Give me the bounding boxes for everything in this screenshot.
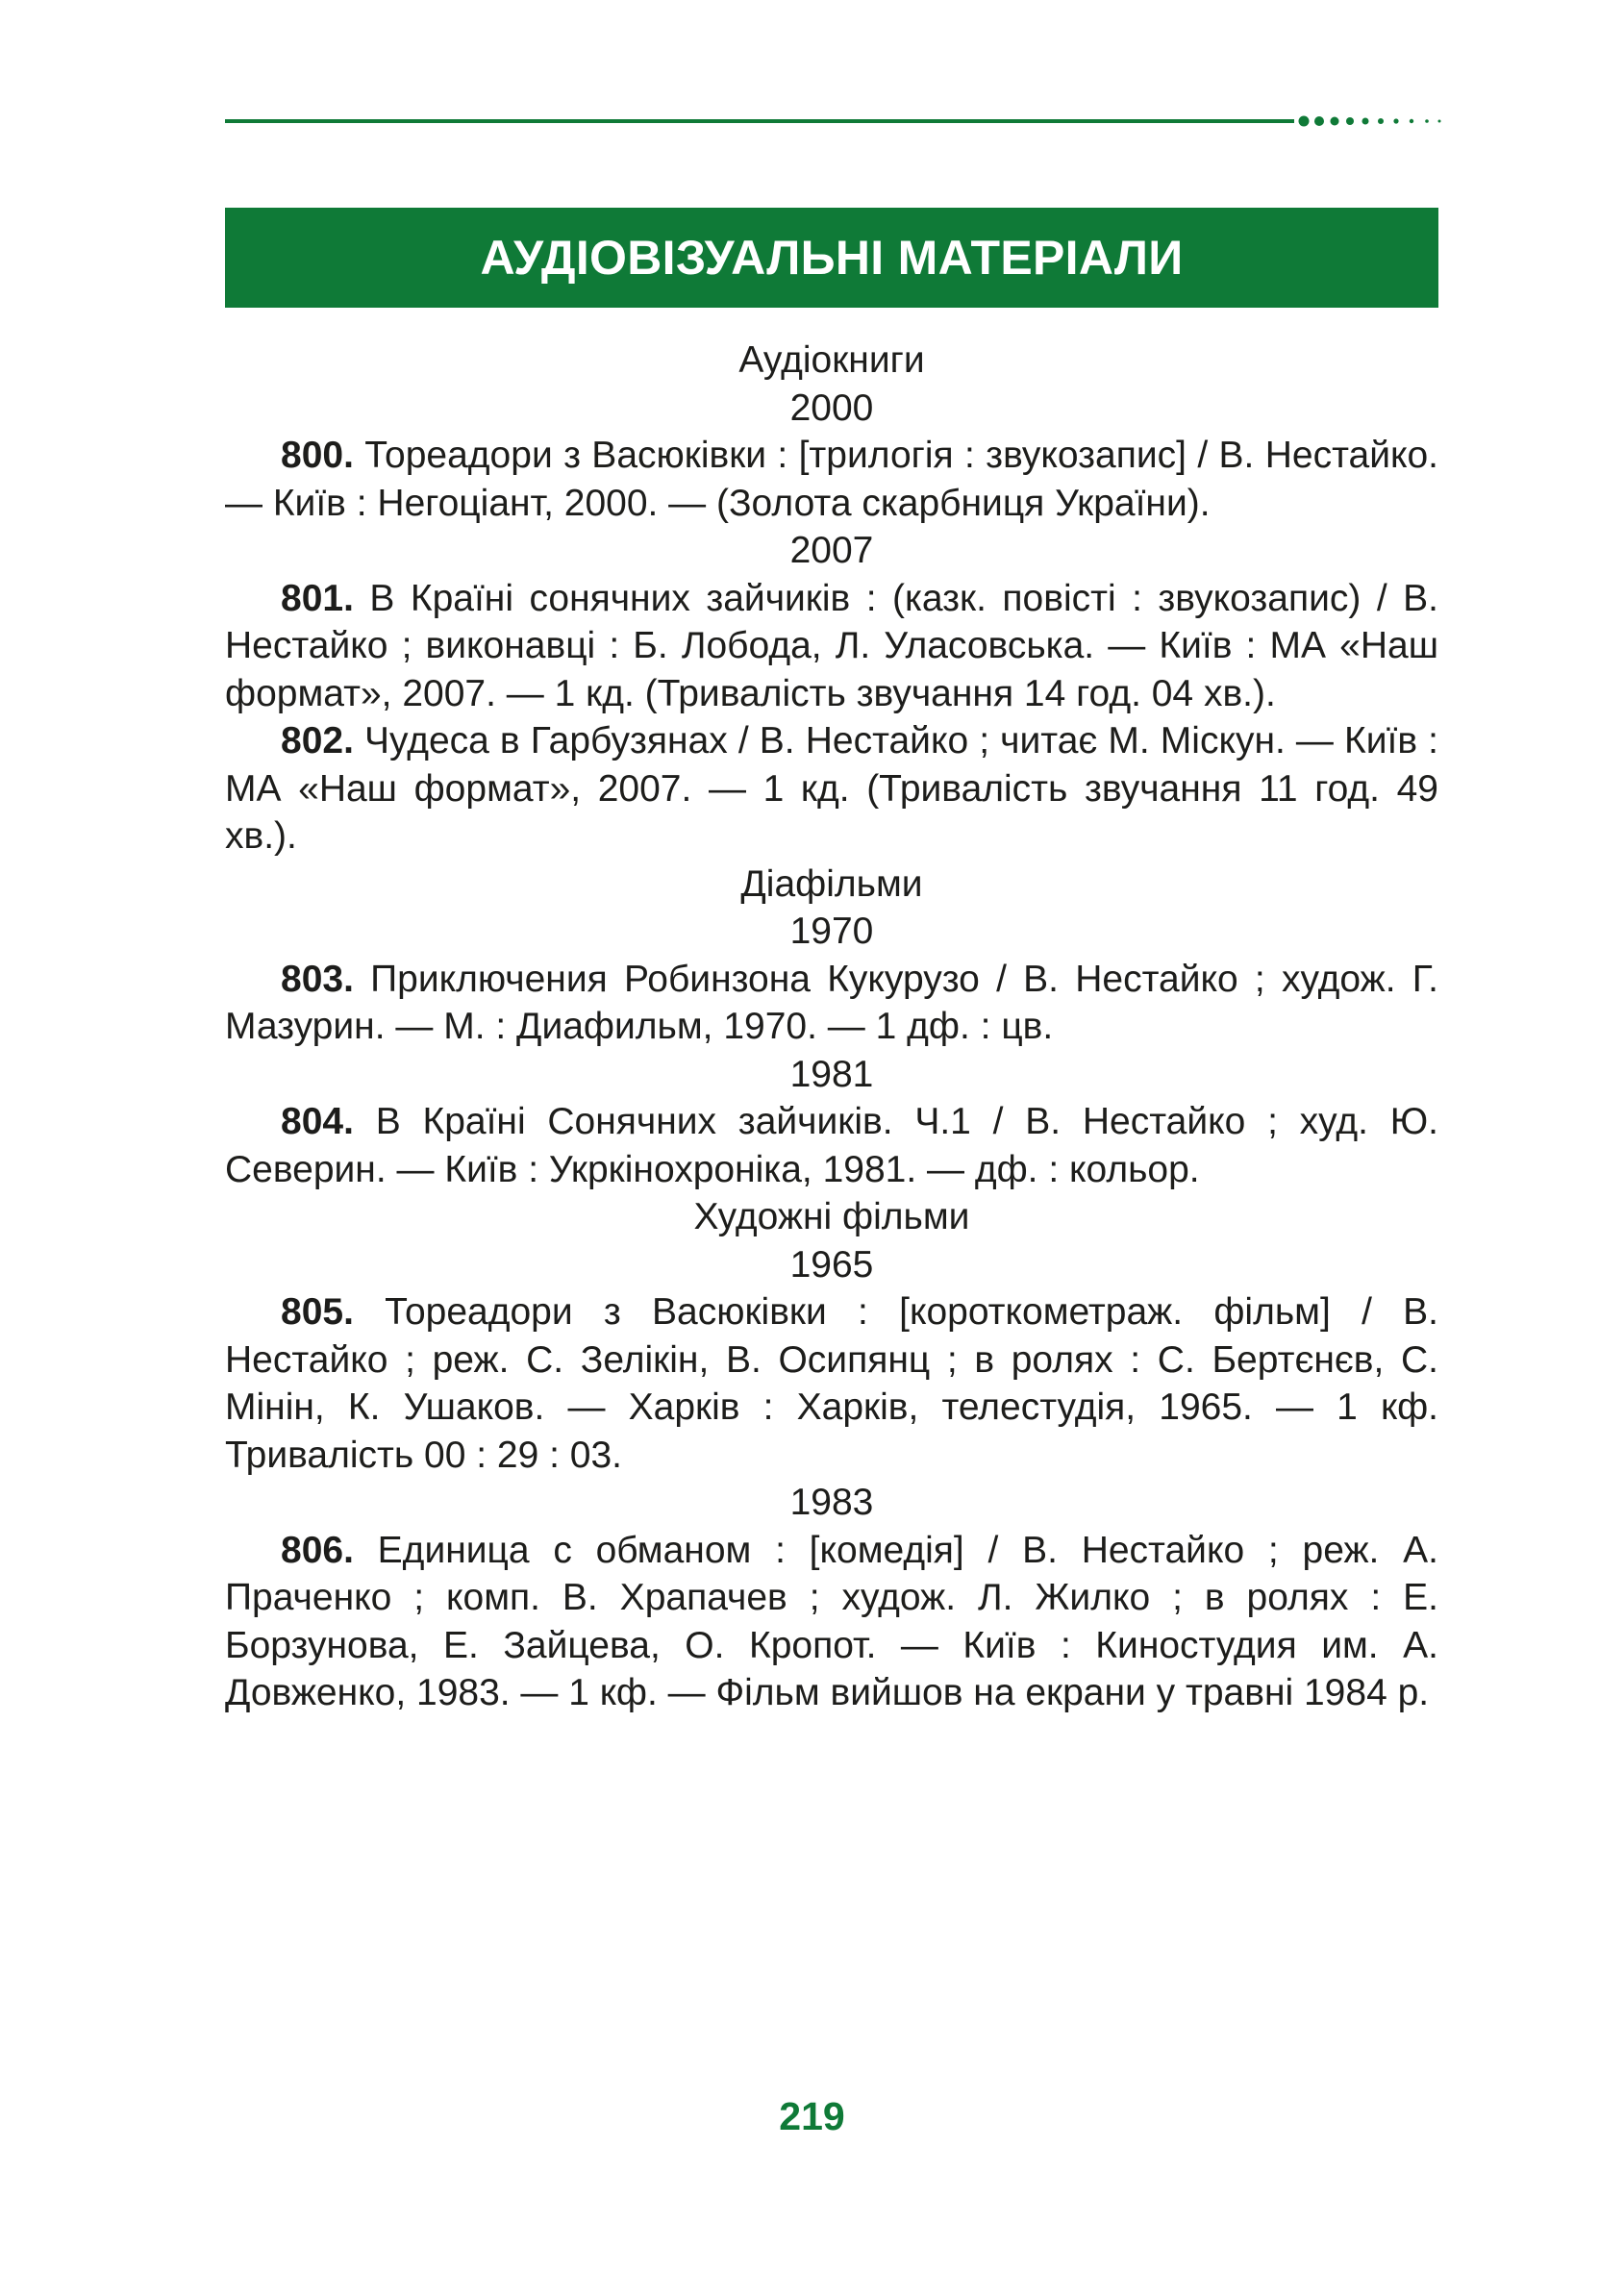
section-heading: Діафільми <box>740 862 923 905</box>
entry-number: 800. <box>281 435 354 476</box>
entry-number: 805. <box>281 1291 354 1333</box>
bibliography-content <box>225 337 1438 1717</box>
decorative-dots-icon <box>1298 112 1442 131</box>
bibliography-entry <box>225 1098 1438 1193</box>
year-heading: 2007 <box>789 530 874 571</box>
entry-number: 802. <box>281 720 354 761</box>
bibliography-entry <box>225 1527 1438 1717</box>
bibliography-entry <box>225 717 1438 861</box>
entry-number: 803. <box>281 958 354 1000</box>
year-heading: 1965 <box>789 1243 874 1286</box>
entry-text: В Країні Сонячних зайчиків. Ч.1 / В. Нестайко ; худ. Ю. Северин. — Київ : Укркінохроніка, 1981. — дф. : кольор. <box>225 1101 1438 1190</box>
entry-text: Тореадори з Васюківки : [трилогія : звукозапис] / В. Нестайко. — Київ : Негоціант, 2000. — (Золота скарбниця України). <box>225 435 1439 524</box>
entry-text: В Країні сонячних зайчиків : (казк. повісті : звукозапис) / В. Нестайко ; виконавці : Б. Лобода, Л. Уласовська. — Київ : МА «Наш формат», 2007. — 1 кд. (Тривалість звучання 14 год. 04 хв.). <box>225 577 1438 714</box>
entry-text: Приключения Робинзона Кукурузо / В. Нестайко ; худож. Г. Мазурин. — М. : Диафильм, 1970. — 1 дф. : цв. <box>225 958 1438 1047</box>
entry-number: 804. <box>281 1101 354 1142</box>
year-heading: 1983 <box>789 1482 874 1523</box>
bibliography-entry <box>225 575 1438 718</box>
bibliography-entry <box>225 956 1438 1051</box>
entry-text: Чудеса в Гарбузянах / В. Нестайко ; читає М. Міскун. — Київ : МА «Наш формат», 2007. — 1 кд. (Тривалість звучання 11 год. 49 хв.). <box>225 720 1438 857</box>
entry-text: Тореадори з Васюківки : [короткометраж. фільм] / В. Нестайко ; реж. С. Зелікін, В. Осипянц ; в ролях : С. Бертєнєв, С. Мінін, К. Ушаков. — Харків : Харків, телестудія, 1965. — 1 кф. Тривалість 00 : 29 : 03. <box>225 1291 1438 1476</box>
bibliography-entry <box>225 432 1438 527</box>
page-number: 219 <box>779 2094 845 2138</box>
year-heading: 2000 <box>789 387 874 429</box>
page-title: АУДІОВІЗУАЛЬНІ МАТЕРІАЛИ <box>480 231 1184 285</box>
year-heading: 1981 <box>789 1053 874 1095</box>
section-heading: Художні фільми <box>693 1196 970 1237</box>
year-heading: 1970 <box>789 911 874 952</box>
bibliography-entry <box>225 1288 1438 1479</box>
entry-text: Единица с обманом : [комедія] / В. Нестайко ; реж. А. Праченко ; комп. В. Храпачев ; худож. Л. Жилко ; в ролях : Е. Борзунова, Е. Зайцева, О. Кропот. — Київ : Киностудия им. А. Довженко, 1983. — 1 кф. — Фільм вийшов на екрани у травні 1984 р. <box>225 1529 1438 1713</box>
entry-number: 806. <box>281 1529 354 1571</box>
header-rule <box>225 119 1294 123</box>
entry-number: 801. <box>281 577 354 619</box>
section-heading: Аудіокниги <box>738 339 925 381</box>
section-banner <box>225 208 1438 308</box>
